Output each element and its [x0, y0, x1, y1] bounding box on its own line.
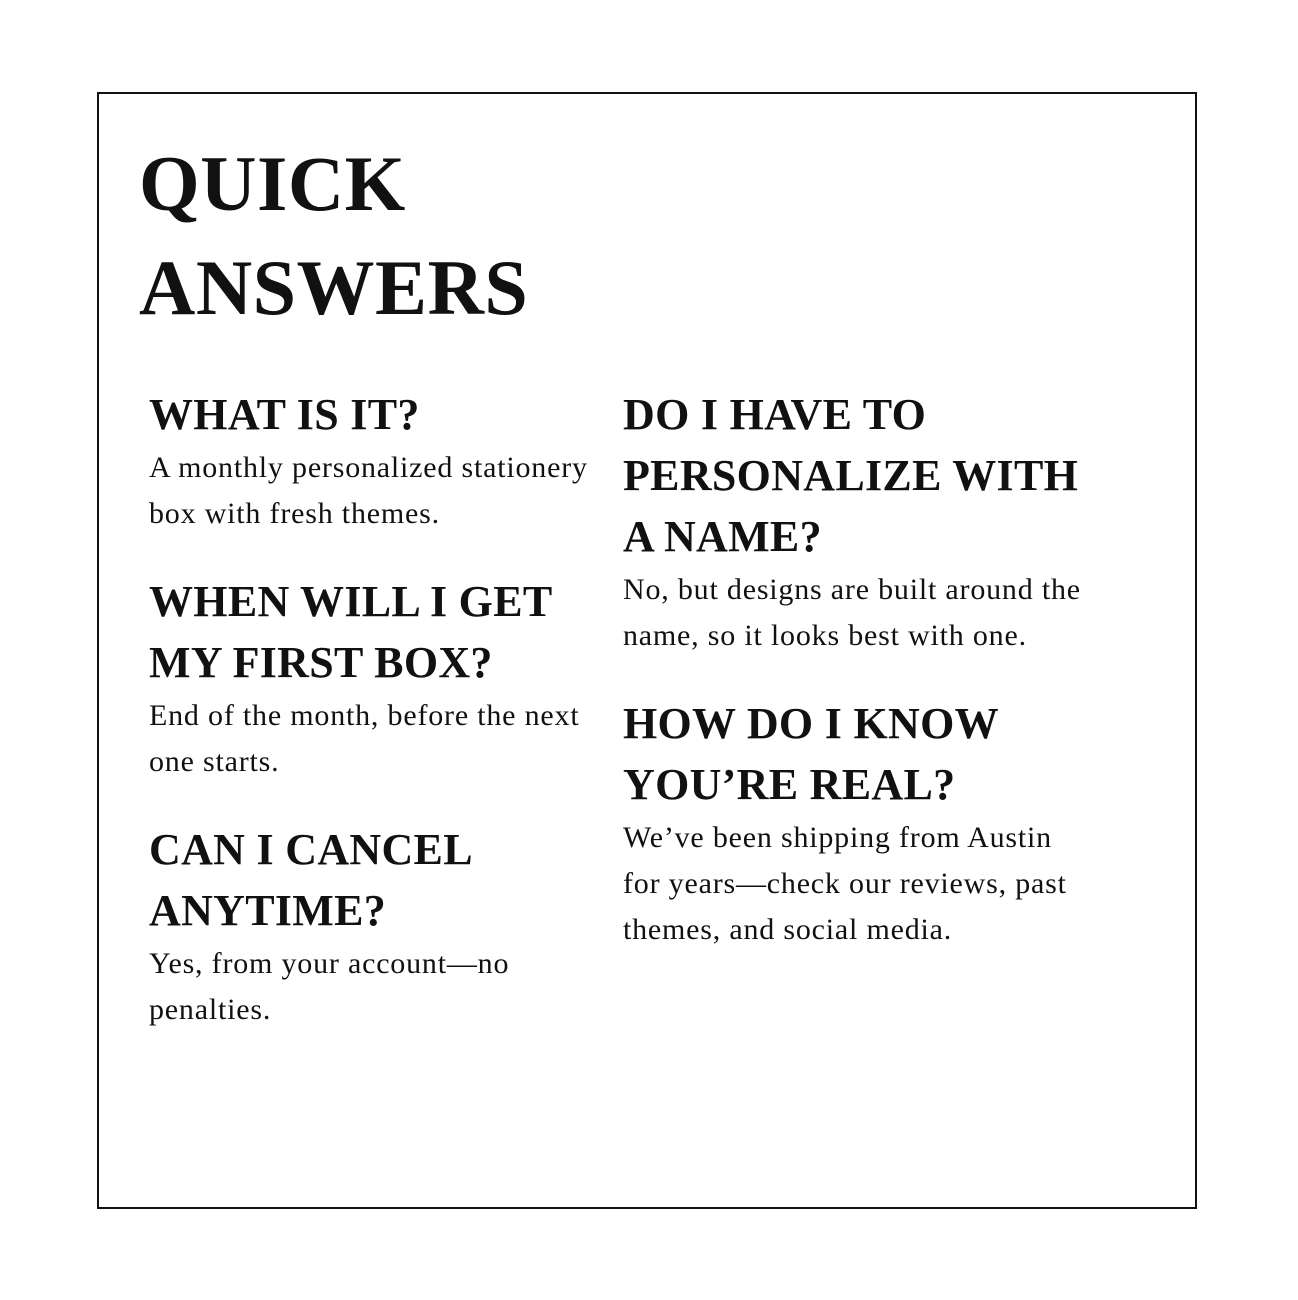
faq-answer: Yes, from your account—no penalties.	[149, 947, 510, 1026]
faq-item	[149, 819, 589, 1033]
faq-question: HOW DO I KNOW YOU’RE REAL?	[623, 699, 999, 809]
faq-column-left	[149, 384, 589, 1067]
faq-item	[149, 571, 589, 785]
faq-question: DO I HAVE TO PERSONALIZE WITH A NAME?	[623, 390, 1079, 561]
faq-item	[623, 384, 1093, 659]
page-title	[139, 132, 659, 340]
faq-panel	[97, 92, 1197, 1209]
faq-answer: No, but designs are built around the name, so it looks best with one.	[623, 573, 1081, 652]
faq-item	[149, 384, 589, 537]
title-line-1: QUICK	[139, 140, 406, 227]
faq-column-right	[623, 384, 1093, 987]
faq-question: WHAT IS IT?	[149, 390, 420, 439]
faq-answer: A monthly personalized stationery box with fresh themes.	[149, 451, 588, 530]
faq-question: WHEN WILL I GET MY FIRST BOX?	[149, 577, 552, 687]
faq-answer: We’ve been shipping from Austin for years—check our reviews, past themes, and social media.	[623, 821, 1067, 946]
faq-item	[623, 693, 1093, 953]
faq-answer: End of the month, before the next one starts.	[149, 699, 580, 778]
faq-question: CAN I CANCEL ANYTIME?	[149, 825, 471, 935]
title-line-2: ANSWERS	[139, 244, 529, 331]
